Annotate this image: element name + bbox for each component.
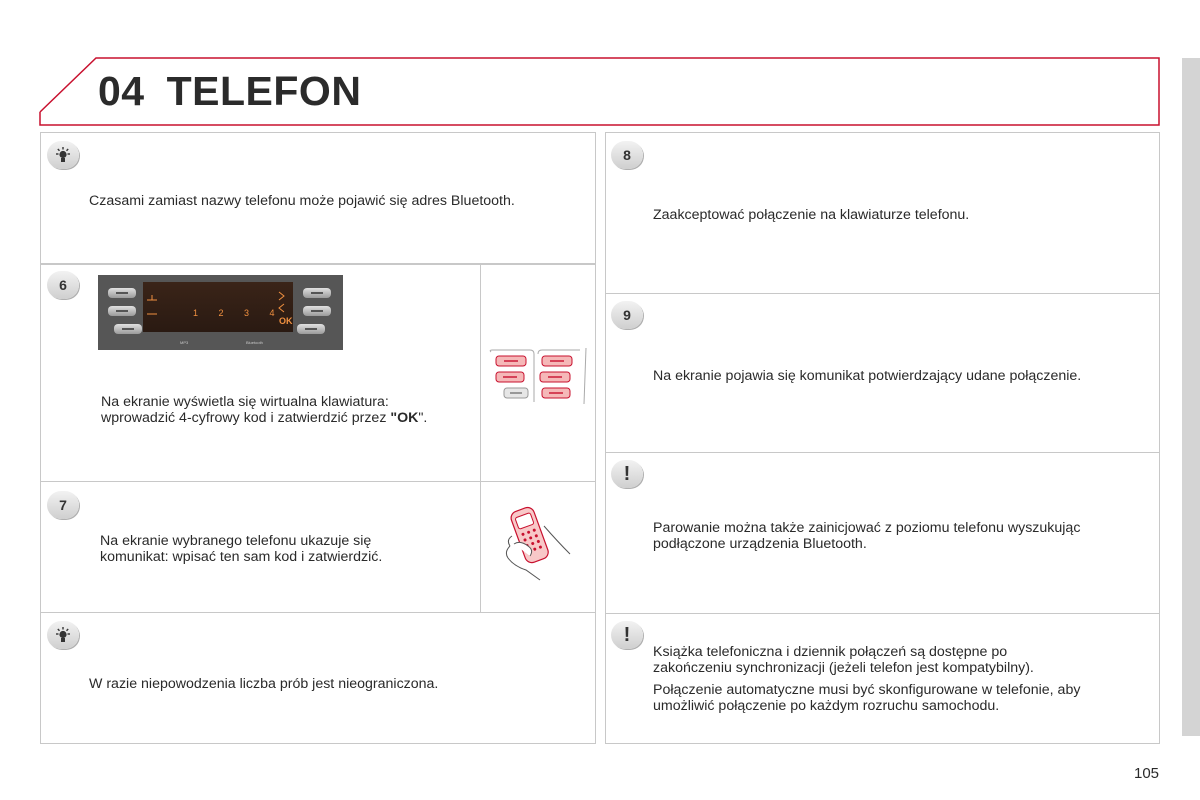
tip-text-retry: W razie niepowodzenia liczba prób jest nieograniczona. — [89, 676, 439, 692]
panel-button-left-3 — [114, 324, 142, 334]
note-text-sync-para1: Książka telefoniczna i dziennik połączeń są dostępne po zakończeniu synchronizacji (jeżeli telefon jest kompatybilny). — [653, 644, 1034, 676]
panel-button-left-1 — [108, 288, 136, 298]
note-text-phone-pairing: Parowanie można także zainicjować z poziomu telefonu wyszukując podłączone urządzenia Bluetooth. — [653, 520, 1081, 552]
step-6-divider — [480, 264, 481, 482]
panel-display-digits: 1 2 3 4 — [193, 308, 284, 318]
tip-text-bluetooth-address: Czasami zamiast nazwy telefonu może pojawić się adres Bluetooth. — [89, 193, 515, 209]
step-6-badge: 6 — [47, 271, 79, 299]
chapter-title — [98, 68, 361, 115]
exclamation-icon: ! — [611, 621, 643, 649]
exclamation-icon: ! — [611, 460, 643, 488]
step-9-badge: 9 — [611, 301, 643, 329]
note-text-sync-para2: Połączenie automatyczne musi być skonfigurowane w telefonie, aby umożliwić połączenie po każdym rozruchu samochodu. — [653, 682, 1081, 714]
chapter-number: 04 — [98, 68, 145, 114]
step-8-badge: 8 — [611, 141, 643, 169]
lightbulb-icon — [47, 141, 79, 169]
panel-button-left-2 — [108, 306, 136, 316]
panel-label-bluetooth: Bluetooth — [246, 340, 263, 345]
side-tab-bar — [1182, 58, 1200, 736]
lightbulb-icon — [47, 621, 79, 649]
panel-button-right-2 — [303, 306, 331, 316]
panel-button-right-1 — [303, 288, 331, 298]
panel-screen-symbols — [143, 282, 293, 332]
panel-screen — [143, 282, 293, 332]
step-7-divider — [480, 481, 481, 613]
panel-label-mp3: MP3 — [180, 340, 189, 345]
step-7-badge: 7 — [47, 491, 79, 519]
step-7-text: Na ekranie wybranego telefonu ukazuje się komunikat: wpisać ten sam kod i zatwierdzić. — [100, 533, 383, 565]
step-9-text: Na ekranie pojawia się komunikat potwierdzający udane połączenie. — [653, 368, 1082, 384]
panel-button-right-3 — [297, 324, 325, 334]
chapter-name: TELEFON — [166, 68, 362, 114]
panel-display-ok: OK — [279, 316, 293, 326]
step-8-text: Zaakceptować połączenie na klawiaturze telefonu. — [653, 207, 970, 223]
phone-in-hand-illustration — [500, 500, 576, 584]
page-number: 105 — [1134, 765, 1160, 782]
step-6-text: Na ekranie wyświetla się wirtualna klawiatura: wprowadzić 4-cyfrowy kod i zatwierdzić przez "OK". — [101, 394, 428, 426]
note-box-sync — [605, 613, 1160, 744]
keypad-buttons-illustration — [486, 344, 596, 410]
radio-display-panel — [98, 275, 343, 350]
